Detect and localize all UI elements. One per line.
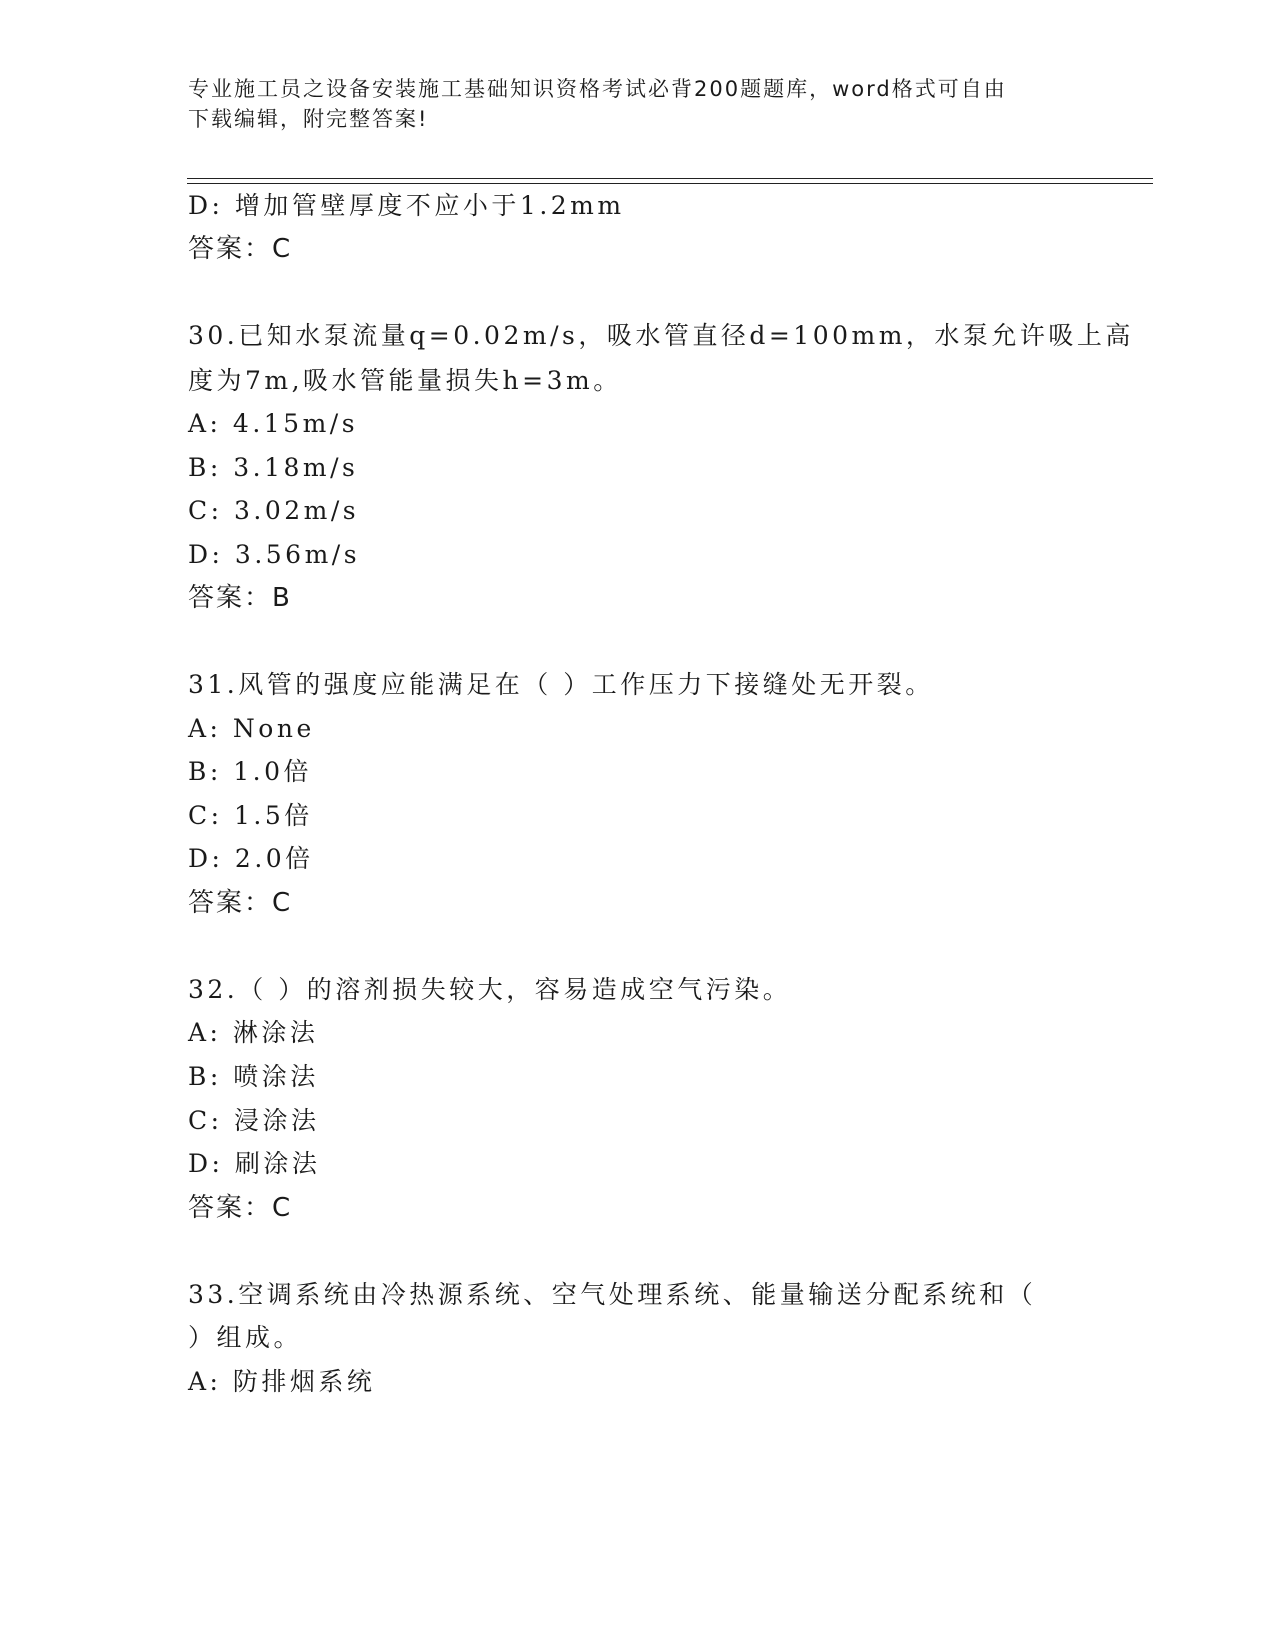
q31-answer: 答案：C — [188, 888, 293, 918]
q33-option-a: A: 防排烟系统 — [188, 1367, 376, 1396]
q30-stem-line-1: 30.已知水泵流量q=0.02m/s，吸水管直径d=100mm，水泵允许吸上高 — [188, 321, 1134, 350]
q32-answer: 答案：C — [188, 1193, 293, 1223]
q31-option-b: B: 1.0倍 — [188, 757, 312, 786]
q32-option-d: D: 刷涂法 — [188, 1149, 321, 1178]
prev-option-d: D: 增加管壁厚度不应小于1.2mm — [188, 191, 625, 220]
q31-option-d: D: 2.0倍 — [188, 844, 314, 873]
q32-stem: 32.（ ）的溶剂损失较大，容易造成空气污染。 — [188, 975, 792, 1004]
prev-answer: 答案：C — [188, 234, 293, 264]
header-divider-bottom — [187, 183, 1153, 184]
q30-answer: 答案：B — [188, 583, 292, 613]
q31-option-c: C: 1.5倍 — [188, 801, 313, 830]
header-line-2: 下载编辑，附完整答案! — [188, 107, 429, 131]
header-line-1: 专业施工员之设备安装施工基础知识资格考试必背200题题库，word格式可自由 — [188, 77, 1007, 101]
q30-option-c: C: 3.02m/s — [188, 496, 360, 525]
q31-option-a: A: None — [188, 714, 315, 743]
q32-option-a: A: 淋涂法 — [188, 1018, 319, 1047]
header-divider-top — [187, 178, 1153, 179]
q30-option-a: A: 4.15m/s — [188, 409, 359, 438]
q32-option-c: C: 浸涂法 — [188, 1106, 320, 1135]
q33-stem-line-1: 33.空调系统由冷热源系统、空气处理系统、能量输送分配系统和（ — [188, 1280, 1037, 1309]
document-header — [188, 74, 1088, 134]
q30-option-d: D: 3.56m/s — [188, 540, 361, 569]
q30-option-b: B: 3.18m/s — [188, 453, 359, 482]
q32-option-b: B: 喷涂法 — [188, 1062, 319, 1091]
q30-stem-line-2: 度为7m,吸水管能量损失h=3m。 — [188, 366, 622, 395]
q31-stem: 31.风管的强度应能满足在（ ）工作压力下接缝处无开裂。 — [188, 670, 934, 699]
q33-stem-line-2: ）组成。 — [188, 1323, 303, 1352]
